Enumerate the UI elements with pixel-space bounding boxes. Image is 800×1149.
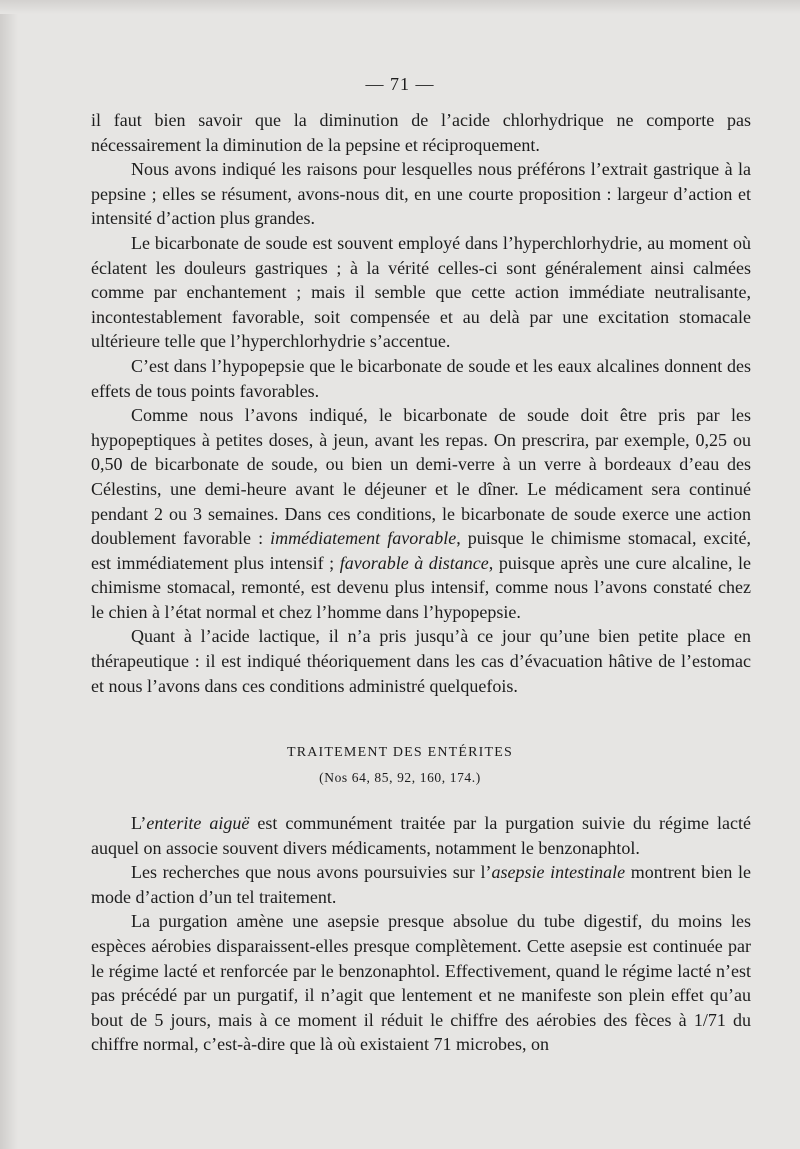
- paragraph: [91, 157, 751, 231]
- text-run: Le bicarbonate de soude est souvent employé dans l’hyperchlorhydrie, au moment où éclatent les douleurs gastriques ; à la vérité celles-ci sont généralement ainsi calmées comme par enchantement ; mais il semble que cette action immédiate neutralisante, incontestablement favorable, soit compensée et au delà par une excitation stomacale ultérieure telle que l’hyperchlorhydrie s’accentue.: [91, 232, 751, 352]
- text-run: , puisque après une cure alcaline, le chimisme stomacal, remonté, est devenu plus intensif, comme nous l’avons constaté chez le chien à l’état normal et chez l’homme dans l’hypopepsie.: [91, 552, 751, 622]
- text-run: est communément traitée par la purgation suivie du régime lacté auquel on associe souvent divers médicaments, notamment le benzonaphtol.: [91, 813, 751, 858]
- text-run: Nous avons indiqué les raisons pour lesquelles nous préférons l’extrait gastrique à la pepsine ; elles se résument, avons-nous dit, en une courte proposition : largeur d’action et intensité d’action plus grandes.: [91, 159, 751, 229]
- text-block-bottom: [91, 811, 751, 1057]
- section-heading: TRAITEMENT DES ENTÉRITES: [286, 745, 514, 760]
- text-run: Les recherches que nous avons poursuivies sur l’: [131, 862, 492, 883]
- text-run: La purgation amène une asepsie presque absolue du tube digestif, du moins les espèces aérobies disparaissent-elles presque complètement. Cette asepsie est continuée par le régime lacté et renforcée par le benzonaphtol. Effectivement, quand le régime lacté n’est pas précédé par un purgatif, il n’agit que lentement et ne manifeste son plein effet qu’au bout de 5 jours, mais à ce moment il réduit le chiffre des aérobies des fèces à 1/71 du chiffre normal, c’est-à-dire que là où existaient 71 microbes, on: [91, 911, 751, 1055]
- paragraph: [91, 860, 751, 909]
- text-run: L’: [131, 813, 147, 833]
- paragraph: [91, 811, 751, 860]
- italic-phrase: asepsie intestinale: [491, 862, 626, 883]
- italic-phrase: favorable à distance: [339, 552, 489, 573]
- text-run: Comme nous l’avons indiqué, le bicarbonate de soude doit être pris par les hypopeptiques à petites doses, à jeun, avant les repas. On prescrira, par exemple, 0,25 ou 0,50 de bicarbonate de soude, ou bien un demi-verre à un verre à bordeaux d’eau des Célestins, une demi-heure avant le déjeuner et le dîner. Le médicament sera continué pendant 2 ou 3 semaines. Dans ces conditions, le bicarbonate de soude exerce une action doublement favorable :: [91, 405, 751, 549]
- paragraph: [91, 909, 751, 1057]
- text-run: , puisque le chimisme stomacal, excité, est immédiatement plus intensif ;: [91, 528, 751, 573]
- page-number: — 71 —: [365, 74, 435, 94]
- paragraph: [91, 624, 751, 698]
- paragraph: [91, 231, 751, 354]
- paragraph: [91, 108, 751, 157]
- text-block-top: [91, 108, 751, 698]
- section-references: (Nos 64, 85, 92, 160, 174.): [319, 770, 481, 785]
- paragraph: [91, 354, 751, 403]
- paragraph: [91, 403, 751, 624]
- italic-phrase: enterite aiguë: [146, 813, 250, 833]
- italic-phrase: immédiatement favorable: [270, 528, 457, 549]
- text-run: montrent bien le mode d’action d’un tel traitement.: [91, 862, 752, 907]
- text-run: C’est dans l’hypopepsie que le bicarbonate de soude et les eaux alcalines donnent des effets de tous points favorables.: [91, 355, 751, 401]
- text-run: il faut bien savoir que la diminution de l’acide chlorhydrique ne comporte pas nécessairement la diminution de la pepsine et réciproquement.: [91, 110, 751, 155]
- text-run: Quant à l’acide lactique, il n’a pris jusqu’à ce jour qu’une bien petite place en thérapeutique : il est indiqué théoriquement dans les cas d’évacuation hâtive de l’estomac et nous l’avons dans ces conditions administré quelquefois.: [91, 626, 751, 696]
